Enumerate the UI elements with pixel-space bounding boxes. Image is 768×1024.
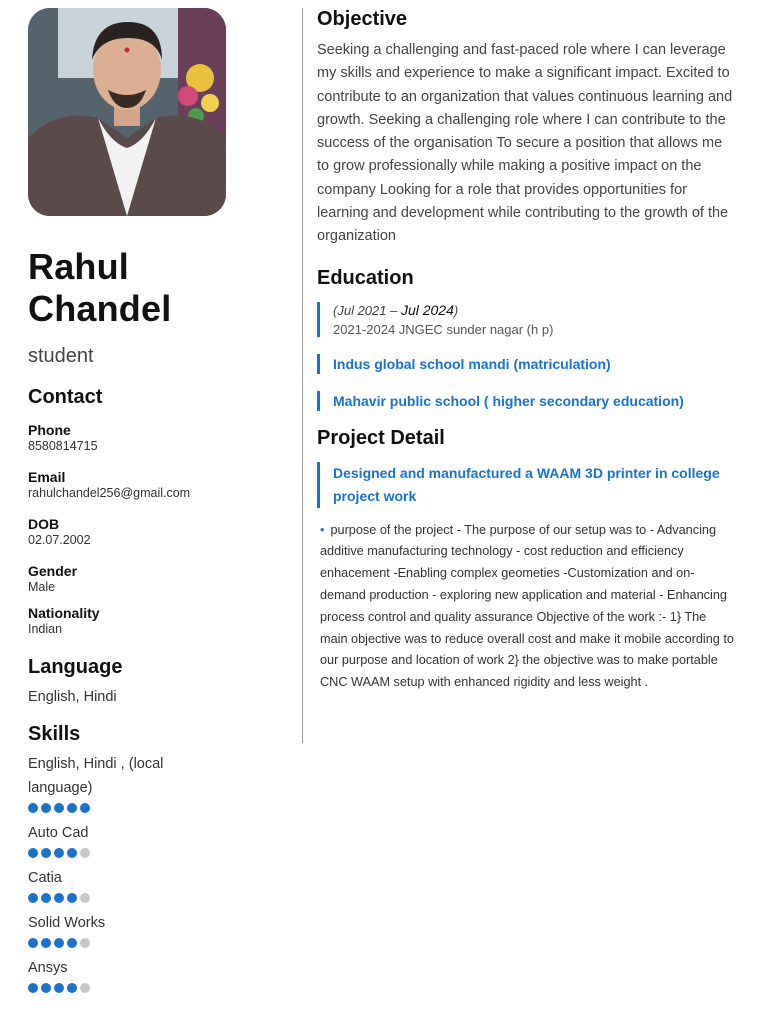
contact-email: [28, 469, 278, 500]
project-description-text: purpose of the project - The purpose of our setup was to - Advancing additive manufacturing technology - cost reduction and efficiency enhacement -Enabling complex geometies -Customization and on- demand production - exploring new application and material - Enhancing process control and quality assurance Objective of the work :- 1} The main objective was to reduce overall cost and make it mobile according to our purpose and location of work 2} the objective was to make portable CNC WAAM setup with enhanced rigidity and less weight .: [320, 522, 734, 690]
left-column: [28, 8, 278, 993]
contact-phone: [28, 422, 278, 453]
rating-dot-filled: [80, 803, 90, 813]
rating-dot-filled: [67, 938, 77, 948]
contact-nationality: [28, 605, 278, 636]
profile-photo-illustration: [28, 8, 226, 216]
education-school-indus: Indus global school mandi (matriculation): [333, 355, 611, 372]
skill-name: Auto Cad: [28, 825, 89, 841]
date-end: Jul 2024: [400, 301, 454, 318]
rating-dot-filled: [67, 803, 77, 813]
date-paren-close: ): [453, 302, 459, 318]
contact-gender-label: Gender: [28, 563, 78, 579]
contact-nationality-value: Indian: [28, 622, 63, 636]
rating-dot-empty: [80, 893, 90, 903]
candidate-role: student: [28, 345, 94, 367]
bullet-icon: •: [320, 522, 325, 537]
skill-item: [28, 866, 278, 903]
rating-dot-filled: [41, 983, 51, 993]
skill-name: English, Hindi , (local language): [28, 756, 164, 796]
education-detail: 2021-2024 JNGEC sunder nagar (h p): [333, 321, 554, 337]
candidate-name: [28, 246, 278, 330]
objective-text: Seeking a challenging and fast-paced role where I can leverage my skills and experience to make a significant impact. Excited to contribute to an organization that values continuous learning and growth. Seeking a challenging role where I can contribute to the success of the organisation To secure a position that allows me to grow professionally while making a positive impact on the company Looking for a role that provides opportunities for learning and development while contributing to the growth of the organization: [317, 42, 733, 245]
skill-item: [28, 821, 278, 858]
date-start: Jul 2021 –: [337, 302, 401, 318]
rating-dot-empty: [80, 938, 90, 948]
profile-photo: [28, 8, 226, 216]
contact-dob-label: DOB: [28, 516, 60, 532]
rating-dot-filled: [41, 938, 51, 948]
contact-email-value: rahulchandel256@gmail.com: [28, 486, 191, 500]
skill-rating: [28, 893, 278, 903]
contact-dob: [28, 516, 278, 547]
education-school-mahavir: Mahavir public school ( higher secondary education): [333, 392, 684, 409]
rating-dot-filled: [54, 803, 64, 813]
skill-item: [28, 752, 278, 813]
contact-dob-value: 02.07.2002: [28, 533, 91, 547]
project-title: Designed and manufactured a WAAM 3D printer in college project work: [333, 464, 720, 504]
education-date: [333, 302, 737, 318]
rating-dot-filled: [67, 848, 77, 858]
skills-heading: Skills: [28, 723, 81, 745]
rating-dot-filled: [28, 803, 38, 813]
rating-dot-filled: [41, 848, 51, 858]
skill-rating: [28, 803, 278, 813]
project-description: [317, 520, 737, 694]
project-heading: Project Detail: [317, 426, 445, 449]
contact-gender-value: Male: [28, 580, 56, 594]
rating-dot-filled: [54, 848, 64, 858]
education-entry-mahavir: [317, 391, 737, 411]
name-first: Rahul: [28, 246, 130, 287]
rating-dot-filled: [28, 893, 38, 903]
skill-name: Solid Works: [28, 915, 106, 931]
rating-dot-filled: [28, 848, 38, 858]
objective-heading: Objective: [317, 8, 408, 30]
education-heading: Education: [317, 266, 414, 289]
skill-name: Catia: [28, 870, 62, 886]
rating-dot-empty: [80, 848, 90, 858]
rating-dot-filled: [28, 983, 38, 993]
right-column: [317, 8, 737, 694]
contact-gender: [28, 563, 278, 594]
contact-phone-value: 8580814715: [28, 439, 98, 453]
skill-item: [28, 911, 278, 948]
contact-email-label: Email: [28, 469, 66, 485]
language-list: English, Hindi: [28, 689, 117, 705]
project-entry: [317, 462, 737, 508]
rating-dot-filled: [41, 803, 51, 813]
language-heading: Language: [28, 656, 123, 678]
skill-name: Ansys: [28, 960, 68, 976]
contact-phone-label: Phone: [28, 422, 71, 438]
education-entry-jngec: [317, 302, 737, 337]
skill-item: [28, 956, 278, 993]
education-entry-indus: [317, 354, 737, 374]
rating-dot-filled: [28, 938, 38, 948]
rating-dot-filled: [54, 893, 64, 903]
rating-dot-filled: [67, 893, 77, 903]
rating-dot-filled: [41, 893, 51, 903]
date-paren-open: (: [333, 302, 338, 318]
rating-dot-filled: [54, 938, 64, 948]
rating-dot-filled: [67, 983, 77, 993]
skill-rating: [28, 938, 278, 948]
skill-rating: [28, 848, 278, 858]
rating-dot-filled: [54, 983, 64, 993]
skill-rating: [28, 983, 278, 993]
contact-heading: Contact: [28, 386, 103, 408]
column-divider: [302, 8, 303, 743]
contact-nationality-label: Nationality: [28, 605, 100, 621]
rating-dot-empty: [80, 983, 90, 993]
name-last: Chandel: [28, 288, 172, 329]
